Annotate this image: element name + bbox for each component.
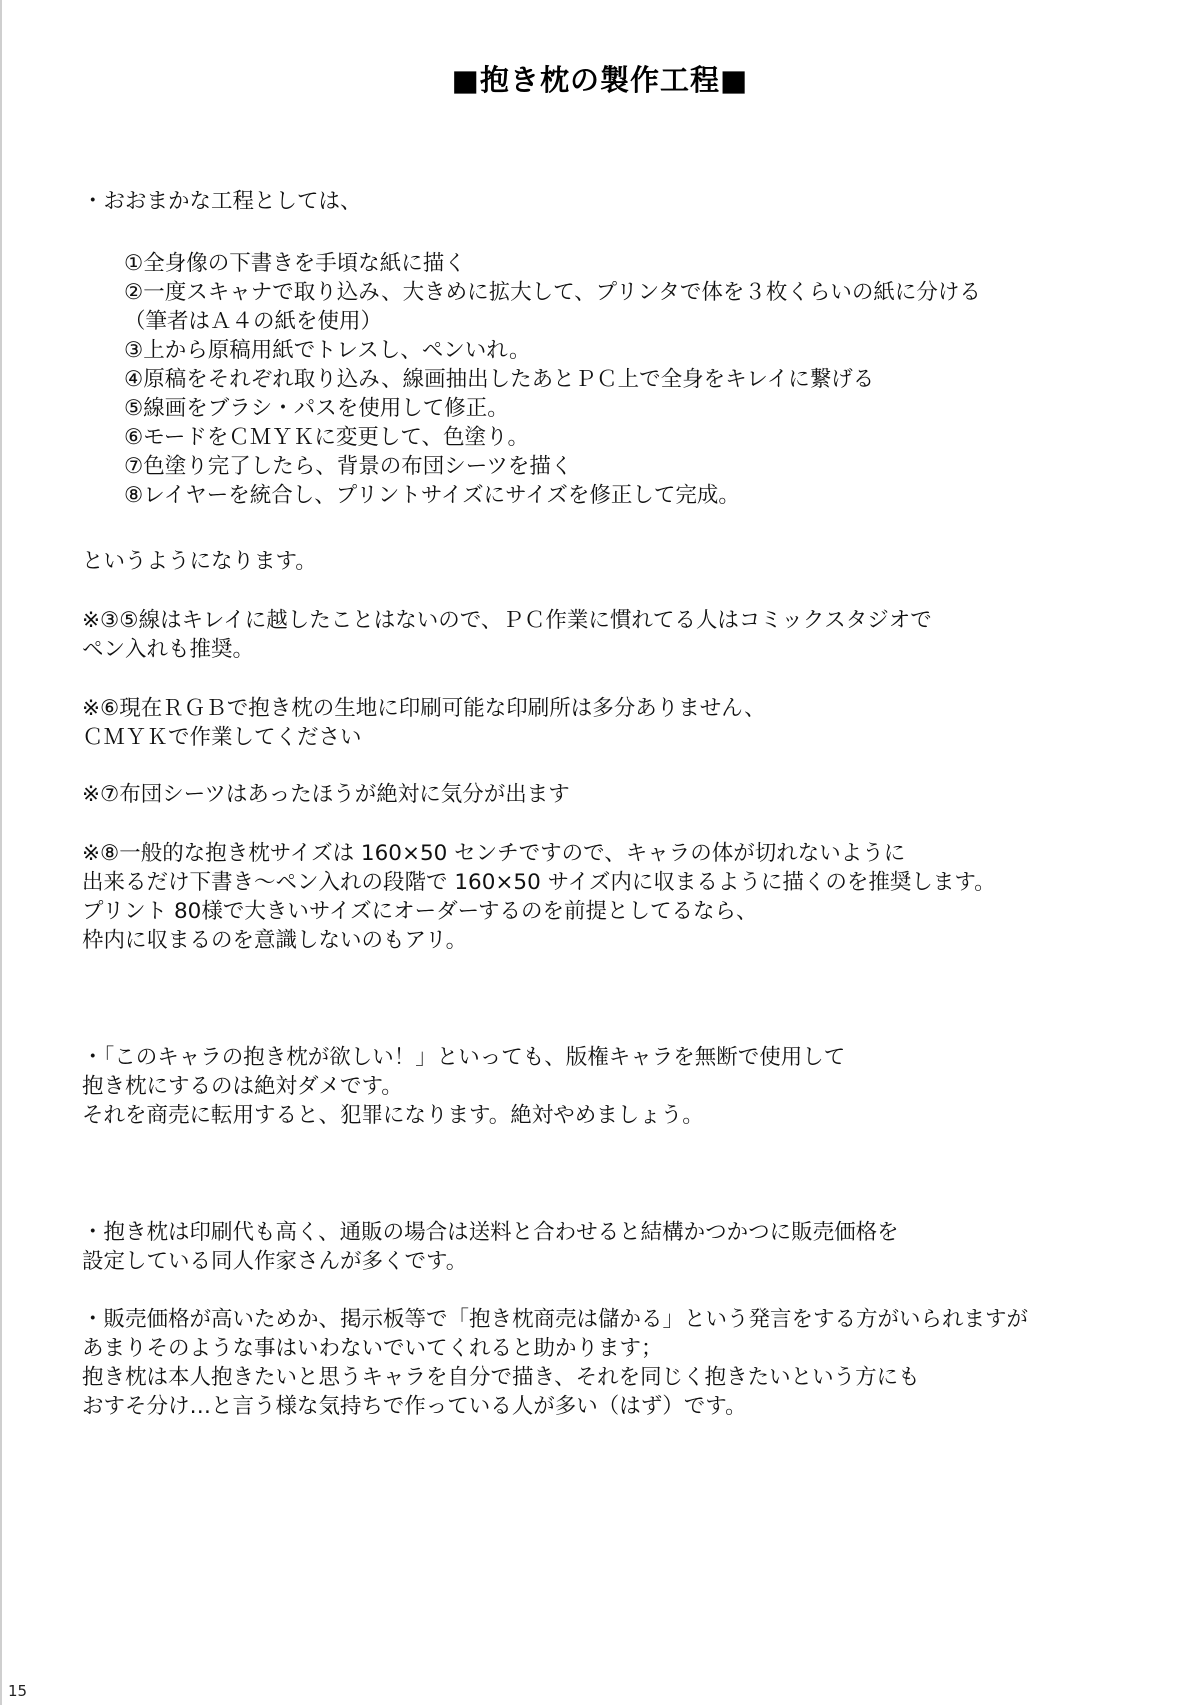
step-line: ⑥モードをＣＭＹＫに変更して、色塗り。 xyxy=(124,425,529,450)
warning-line: 抱き枕にするのは絶対ダメです。 xyxy=(82,1074,403,1099)
cost-line: 設定している同人作家さんが多くです。 xyxy=(82,1249,468,1274)
step-line: ②一度スキャナで取り込み、大きめに拡大して、プリンタで体を３枚くらいの紙に分ける xyxy=(124,280,981,305)
price-line: ・販売価格が高いためか、掲示板等で「抱き枕商売は儲かる」という発言をする方がいられますが xyxy=(82,1307,1029,1332)
conclusion-text: というようになります。 xyxy=(82,549,317,574)
note-line: プリント 80様で大きいサイズにオーダーするのを前提としてるなら、 xyxy=(82,899,758,924)
note-line: 枠内に収まるのを意識しないのもアリ。 xyxy=(82,928,468,953)
price-line: あまりそのような事はいわないでいてくれると助かります； xyxy=(82,1336,663,1361)
step-line: ③上から原稿用紙でトレスし、ペンいれ。 xyxy=(124,338,531,363)
note-line: ※⑧一般的な抱き枕サイズは 160×50 センチですので、キャラの体が切れないように xyxy=(82,841,906,866)
note-line: ※⑦布団シーツはあったほうが絶対に気分が出ます xyxy=(82,782,570,807)
note-line: 出来るだけ下書き～ペン入れの段階で 160×50 サイズ内に収まるように描くのを推奨します。 xyxy=(82,870,996,895)
warning-line: それを商売に転用すると、犯罪になります。絶対やめましょう。 xyxy=(82,1103,704,1128)
step-line: ①全身像の下書きを手頃な紙に描く xyxy=(124,251,466,276)
intro-text: ・おおまかな工程としては、 xyxy=(82,189,362,214)
step-line: ⑤線画をブラシ・パスを使用して修正。 xyxy=(124,396,509,421)
note-line: ペン入れも推奨。 xyxy=(82,637,255,662)
cost-line: ・抱き枕は印刷代も高く、通販の場合は送料と合わせると結構かつかつに販売価格を xyxy=(82,1220,899,1245)
step-line: （筆者はＡ４の紙を使用） xyxy=(124,309,383,334)
note-line: ＣＭＹＫで作業してください xyxy=(82,725,362,750)
page-edge xyxy=(0,0,2,1705)
step-line: ④原稿をそれぞれ取り込み、線画抽出したあとＰＣ上で全身をキレイに繋げる xyxy=(124,367,875,392)
page-number: 15 xyxy=(8,1682,28,1700)
note-line: ※③⑤線はキレイに越したことはないので、ＰＣ作業に慣れてる人はコミックスタジオで xyxy=(82,608,932,633)
step-line: ⑧レイヤーを統合し、プリントサイズにサイズを修正して完成。 xyxy=(124,483,740,508)
note-line: ※⑥現在ＲＧＢで抱き枕の生地に印刷可能な印刷所は多分ありません、 xyxy=(82,696,766,721)
step-line: ⑦色塗り完了したら、背景の布団シーツを描く xyxy=(124,454,573,479)
price-line: おすそ分け…と言う様な気持ちで作っている人が多い（はず）です。 xyxy=(82,1394,747,1419)
price-line: 抱き枕は本人抱きたいと思うキャラを自分で描き、それを同じく抱きたいという方にも xyxy=(82,1365,920,1390)
page-title: ■抱き枕の製作工程■ xyxy=(451,63,749,97)
warning-line: ・「このキャラの抱き枕が欲しい！」といっても、版権キャラを無断で使用して xyxy=(82,1045,846,1070)
